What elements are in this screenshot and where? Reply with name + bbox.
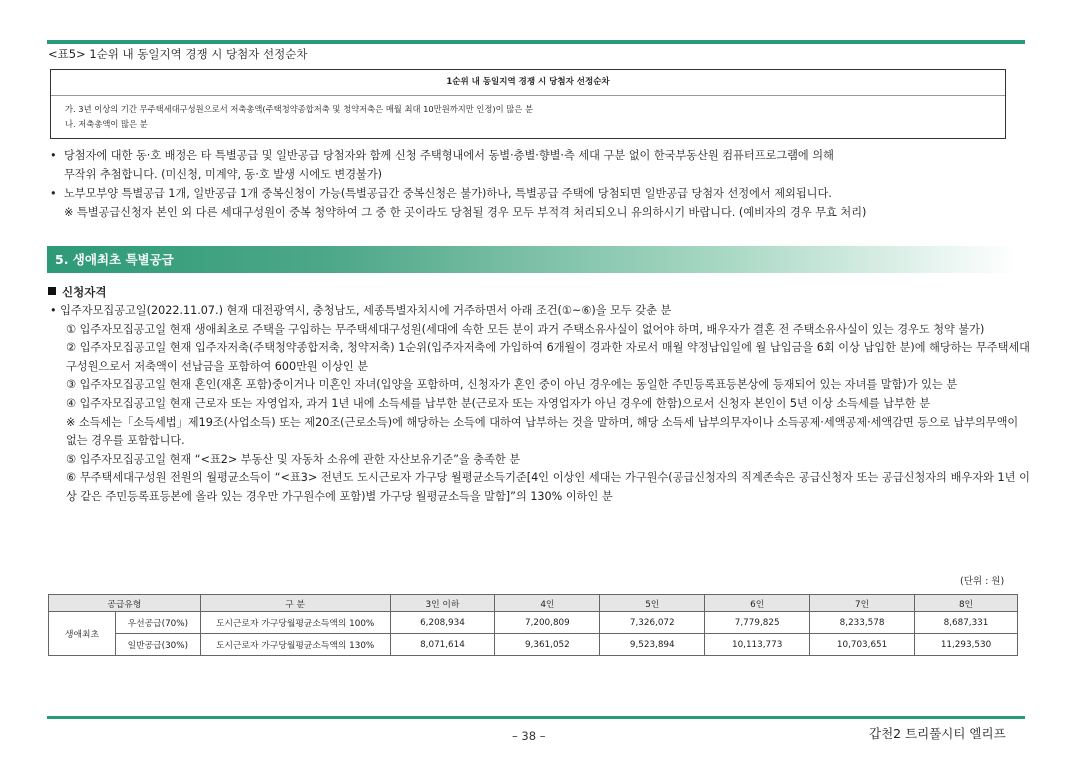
col-header: 7인 bbox=[810, 595, 915, 612]
table5-box bbox=[50, 69, 1006, 139]
col-header: 구 분 bbox=[200, 595, 390, 612]
condition-item: ③ 입주자모집공고일 현재 혼인(재혼 포함)중이거나 미혼인 자녀(입양을 포함하며, 신청자가 혼인 중이 아닌 경우에는 동일한 주민등록표등본상에 등재되어 있는 자녀를 말함)가 있는 분 bbox=[66, 378, 958, 392]
table5-row: 가. 3년 이상의 기간 무주택세대구성원으로서 저축총액(주택청약종합저축 및 청약저축은 매월 최대 10만원까지만 인정)이 많은 분 bbox=[65, 104, 533, 114]
table-cell: 11,293,530 bbox=[915, 634, 1018, 656]
table-cell: 8,687,331 bbox=[915, 612, 1018, 634]
row-desc: 도시근로자 가구당월평균소득액의 100% bbox=[200, 612, 390, 634]
table-cell: 10,113,773 bbox=[705, 634, 810, 656]
col-header: 6인 bbox=[705, 595, 810, 612]
conditions-intro: • 입주자모집공고일(2022.11.07.) 현재 대전광역시, 충청남도, 세종특별자치시에 거주하면서 아래 조건(①~⑥)을 모두 갖춘 분 bbox=[50, 304, 672, 317]
condition-item: ① 입주자모집공고일 현재 생애최초로 주택을 구입하는 무주택세대구성원(세대에 속한 모든 분이 과거 주택소유사실이 없어야 하며, 배우자가 결혼 전 주택소유사실이 있는 경우도 청약 불가) bbox=[66, 322, 985, 336]
table5-row: 나. 저축총액이 많은 분 bbox=[65, 119, 148, 129]
conditions-heading: 신청자격 bbox=[48, 284, 106, 300]
footer-title: 갑천2 트리풀시티 엘리프 bbox=[869, 726, 1006, 741]
table-header-row bbox=[49, 595, 1018, 612]
table-row bbox=[49, 612, 1018, 634]
group-label: 생애최초 bbox=[49, 612, 116, 656]
unit-label: (단위 : 원) bbox=[960, 576, 1005, 587]
table-cell: 8,233,578 bbox=[810, 612, 915, 634]
table-cell: 9,523,894 bbox=[600, 634, 705, 656]
col-header: 공급유형 bbox=[49, 595, 201, 612]
table-cell: 8,071,614 bbox=[390, 634, 495, 656]
bullet-note: ※ 특별공급신청자 본인 외 다른 세대구성원이 중복 청약하여 그 중 한 곳이라도 당첨될 경우 모두 부적격 처리되오니 유의하시기 바랍니다. (예비자의 경우 무효 처리) bbox=[64, 206, 867, 219]
table5-body bbox=[51, 96, 1005, 132]
square-bullet-icon bbox=[48, 287, 56, 295]
income-table bbox=[48, 594, 1018, 656]
section-title: 5. 생애최초 특별공급 bbox=[47, 246, 1017, 273]
col-header: 8인 bbox=[915, 595, 1018, 612]
page-number: – 38 – bbox=[512, 729, 546, 743]
condition-item: ⑥ 무주택세대구성원 전원의 월평균소득이 “<표3> 전년도 도시근로자 가구당 월평균소득기준[4인 이상인 세대는 가구원수(공급신청자의 직계존속은 공급신청자 또는 공급신청자의 배우자와 1년 이상 같은 주민등록표등본에 올라 있는 경우만 가구원수에 포함)별 가구당 월평균소득을 말함]”의 130% 이하인 분 bbox=[66, 471, 1030, 503]
col-header: 5인 bbox=[600, 595, 705, 612]
notice-bullets bbox=[50, 146, 1025, 222]
conditions-list bbox=[50, 302, 1030, 507]
bullet-allocation-cont: 무작위 추첨합니다. (미신청, 미계약, 동·호 발생 시에도 변경불가) bbox=[64, 168, 383, 181]
table-cell: 7,779,825 bbox=[705, 612, 810, 634]
condition-item: ⑤ 입주자모집공고일 현재 “<표2> 부동산 및 자동차 소유에 관한 자산보유기준”을 충족한 분 bbox=[66, 452, 521, 466]
condition-item: ② 입주자모집공고일 현재 입주자저축(주택청약종합저축, 청약저축) 1순위(입주자저축에 가입하여 6개월이 경과한 자로서 매월 약정납입일에 월 납입금을 6회 이상 납입한 분)에 해당하는 무주택세대구성원으로서 저축액이 선납금을 포함하여 600만원 이상인 분 bbox=[66, 341, 1030, 373]
condition-item: ④ 입주자모집공고일 현재 근로자 또는 자영업자, 과거 1년 내에 소득세를 납부한 분(근로자 또는 자영업자가 아닌 경우에 한함)으로서 신청자 본인이 5년 이상 소득세를 납부한 분 bbox=[66, 396, 931, 410]
supply-type: 일반공급(30%) bbox=[115, 634, 200, 656]
table5-caption: <표5> 1순위 내 동일지역 경쟁 시 당첨자 선정순차 bbox=[48, 47, 308, 61]
supply-type: 우선공급(70%) bbox=[115, 612, 200, 634]
condition-note: ※ 소득세는「소득세법」제19조(사업소득) 또는 제20조(근로소득)에 해당하는 소득에 대하여 납부하는 것을 말하며, 해당 소득세 납부의무자이나 소득공제·세액공제·세액감면 등으로 납부의무액이 없는 경우를 포함합니다. bbox=[66, 415, 1019, 448]
table-cell: 7,326,072 bbox=[600, 612, 705, 634]
bullet-allocation: • 당첨자에 대한 동·호 배정은 타 특별공급 및 일반공급 당첨자와 함께 신청 주택형내에서 동별·층별·향별·측 세대 구분 없이 한국부동산원 컴퓨터프로그램에 의해 bbox=[50, 149, 834, 162]
table5-header: 1순위 내 동일지역 경쟁 시 당첨자 선정순차 bbox=[51, 70, 1005, 96]
bottom-rule bbox=[47, 716, 1025, 719]
table-cell: 7,200,809 bbox=[495, 612, 600, 634]
col-header: 4인 bbox=[495, 595, 600, 612]
table-row bbox=[49, 634, 1018, 656]
row-desc: 도시근로자 가구당월평균소득액의 130% bbox=[200, 634, 390, 656]
bullet-duplicate: • 노부모부양 특별공급 1개, 일반공급 1개 중복신청이 가능(특별공급간 중복신청은 불가)하나, 특별공급 주택에 당첨되면 일반공급 당첨자 선정에서 제외됩니다. bbox=[50, 187, 832, 200]
table-cell: 9,361,052 bbox=[495, 634, 600, 656]
table-cell: 6,208,934 bbox=[390, 612, 495, 634]
table-cell: 10,703,651 bbox=[810, 634, 915, 656]
top-rule bbox=[47, 40, 1025, 44]
col-header: 3인 이하 bbox=[390, 595, 495, 612]
